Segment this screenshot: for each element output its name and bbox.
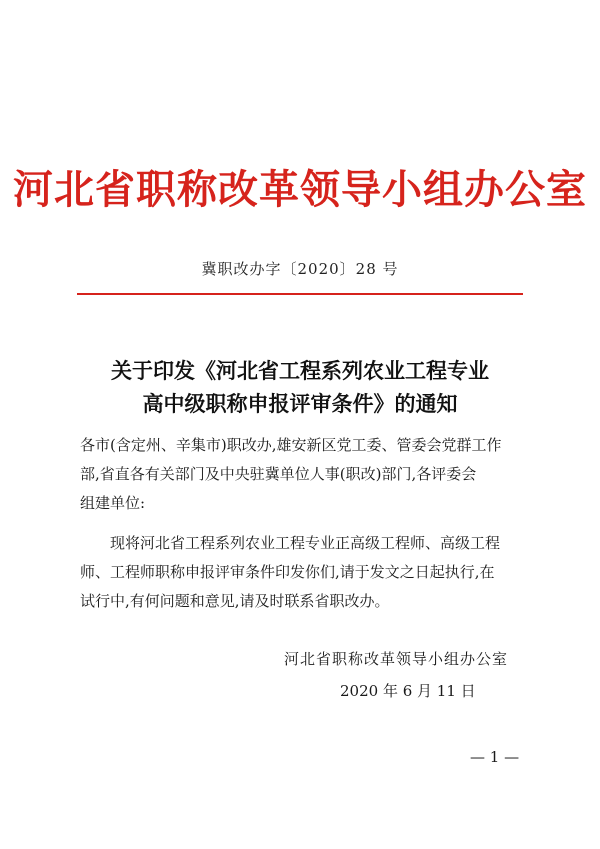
paragraph-line: 部,省直各有关部门及中央驻冀单位人事(职改)部门,各评委会 [80, 465, 477, 483]
issuing-org-header: 河北省职称改革领导小组办公室 [13, 166, 587, 213]
signature-date: 2020 年 6 月 11 日 [340, 682, 476, 700]
paragraph-line: 各市(含定州、辛集市)职改办,雄安新区党工委、管委会党群工作 [80, 436, 502, 454]
page-number: — 1 — [470, 748, 520, 766]
recipients-paragraph [80, 431, 522, 518]
paragraph-line: 现将河北省工程系列农业工程专业正高级工程师、高级工程 [110, 534, 501, 552]
signature-org: 河北省职称改革领导小组办公室 [284, 650, 509, 668]
document-title-line-1: 关于印发《河北省工程系列农业工程专业 [111, 358, 489, 383]
paragraph-line: 师、工程师职称申报评审条件印发你们,请于发文之日起执行,在 [80, 563, 495, 581]
paragraph-line: 试行中,有何问题和意见,请及时联系省职改办。 [80, 592, 390, 610]
red-separator-line [77, 293, 523, 295]
paragraph-line: 组建单位: [80, 494, 146, 512]
document-title-line-2: 高中级职称申报评审条件》的通知 [142, 391, 458, 416]
main-text-paragraph [80, 529, 522, 616]
document-number: 冀职改办字〔2020〕28 号 [201, 260, 399, 278]
